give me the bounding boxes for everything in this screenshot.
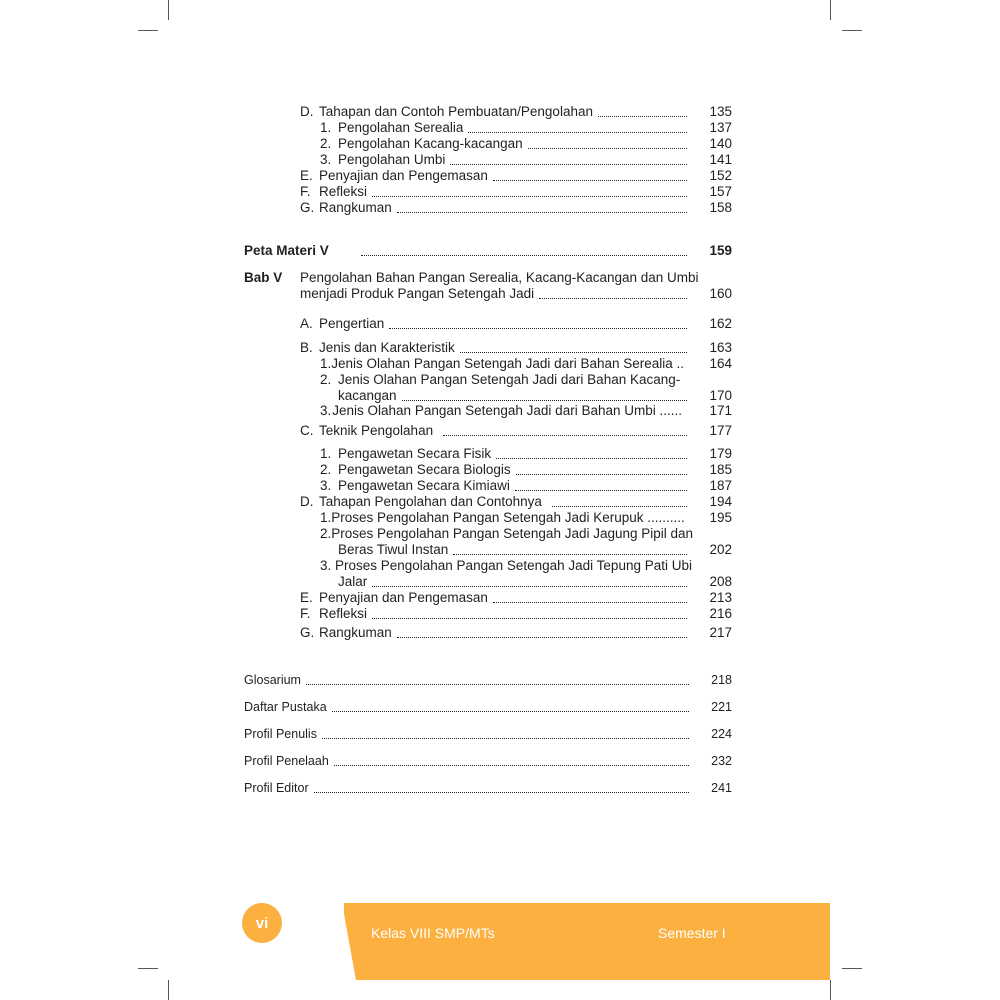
dot-leader [450, 164, 687, 165]
back-matter-entry: Glosarium 218 [244, 673, 732, 687]
toc-entry: D. Tahapan dan Contoh Pembuatan/Pengolahan 135 [300, 104, 732, 119]
toc-entry: F. Refleksi 157 [300, 184, 732, 199]
dot-leader [389, 328, 687, 329]
toc-entry: 2. Jenis Olahan Pangan Setengah Jadi dari Bahan Kacang- [320, 372, 681, 387]
toc-entry: G. Rangkuman 217 [300, 625, 732, 640]
dot-leader [552, 506, 687, 507]
toc-entry: G. Rangkuman 158 [300, 200, 732, 215]
footer-class-label: Kelas VIII SMP/MTs [371, 925, 495, 941]
dot-leader [453, 554, 687, 555]
toc-entry: kacangan 170 [338, 388, 732, 403]
dot-leader [372, 586, 687, 587]
toc-entry: B. Jenis dan Karakteristik 163 [300, 340, 732, 355]
peta-materi-entry: Peta Materi V 159 [244, 243, 732, 258]
back-matter-entry: Profil Penelaah 232 [244, 754, 732, 768]
bab-label: Bab V [244, 270, 283, 285]
toc-entry: 3. Pengawetan Secara Kimiawi 187 [320, 478, 732, 493]
dot-leader [334, 765, 689, 766]
back-matter-entry: Daftar Pustaka 221 [244, 700, 732, 714]
back-matter-entry: Profil Penulis 224 [244, 727, 732, 741]
page-number-badge: vi [242, 903, 282, 943]
bab-title-line1: Pengolahan Bahan Pangan Serealia, Kacang-Kacangan dan Umbi [300, 270, 699, 285]
toc-entry: C. Teknik Pengolahan 177 [300, 423, 732, 438]
toc-entry: 3. Proses Pengolahan Pangan Setengah Jadi Tepung Pati Ubi [320, 558, 692, 573]
crop-mark [842, 30, 862, 31]
dot-leader [306, 684, 689, 685]
back-matter-entry: Profil Editor 241 [244, 781, 732, 795]
toc-entry: 3. Jenis Olahan Pangan Setengah Jadi dari Bahan Umbi ...... 171 [320, 403, 732, 418]
dot-leader [468, 132, 687, 133]
dot-leader [460, 352, 687, 353]
crop-mark [830, 980, 831, 1000]
toc-entry: 1. Pengawetan Secara Fisik 179 [320, 446, 732, 461]
footer-semester-label: Semester I [658, 925, 726, 941]
dot-leader [361, 255, 687, 256]
dot-leader [322, 738, 689, 739]
dot-leader [516, 474, 687, 475]
dot-leader [493, 180, 687, 181]
toc-entry: 2. Pengolahan Kacang-kacangan 140 [320, 136, 732, 151]
toc-entry: E. Penyajian dan Pengemasan 213 [300, 590, 732, 605]
dot-leader [496, 458, 687, 459]
toc-entry: 1. Jenis Olahan Pangan Setengah Jadi dari Bahan Serealia .. 164 [320, 356, 732, 371]
toc-entry: 3. Pengolahan Umbi 141 [320, 152, 732, 167]
footer-band [344, 903, 830, 980]
toc-entry: 1. Proses Pengolahan Pangan Setengah Jadi Kerupuk .......... 195 [320, 510, 732, 525]
dot-leader [332, 711, 689, 712]
dot-leader [598, 116, 687, 117]
dot-leader [493, 602, 687, 603]
dot-leader [539, 298, 687, 299]
toc-entry: D. Tahapan Pengolahan dan Contohnya 194 [300, 494, 732, 509]
dot-leader [372, 618, 687, 619]
crop-mark [138, 30, 158, 31]
toc-entry: 2. Proses Pengolahan Pangan Setengah Jadi Jagung Pipil dan [320, 526, 694, 541]
toc-entry: Beras Tiwul Instan 202 [338, 542, 732, 557]
toc-entry: F. Refleksi 216 [300, 606, 732, 621]
toc-entry: E. Penyajian dan Pengemasan 152 [300, 168, 732, 183]
dot-leader [397, 637, 687, 638]
dot-leader [402, 400, 687, 401]
crop-mark [138, 968, 158, 969]
crop-mark [842, 968, 862, 969]
toc-entry: 2. Pengawetan Secara Biologis 185 [320, 462, 732, 477]
dot-leader [314, 792, 689, 793]
dot-leader [515, 490, 687, 491]
bab-title-line2: menjadi Produk Pangan Setengah Jadi 160 [300, 286, 732, 301]
crop-mark [830, 0, 831, 20]
dot-leader [443, 435, 687, 436]
crop-mark [168, 0, 169, 20]
toc-entry: 1. Pengolahan Serealia 137 [320, 120, 732, 135]
dot-leader [397, 212, 687, 213]
toc-entry: Jalar 208 [338, 574, 732, 589]
crop-mark [168, 980, 169, 1000]
dot-leader [372, 196, 687, 197]
dot-leader [528, 148, 687, 149]
toc-entry: A. Pengertian 162 [300, 316, 732, 331]
